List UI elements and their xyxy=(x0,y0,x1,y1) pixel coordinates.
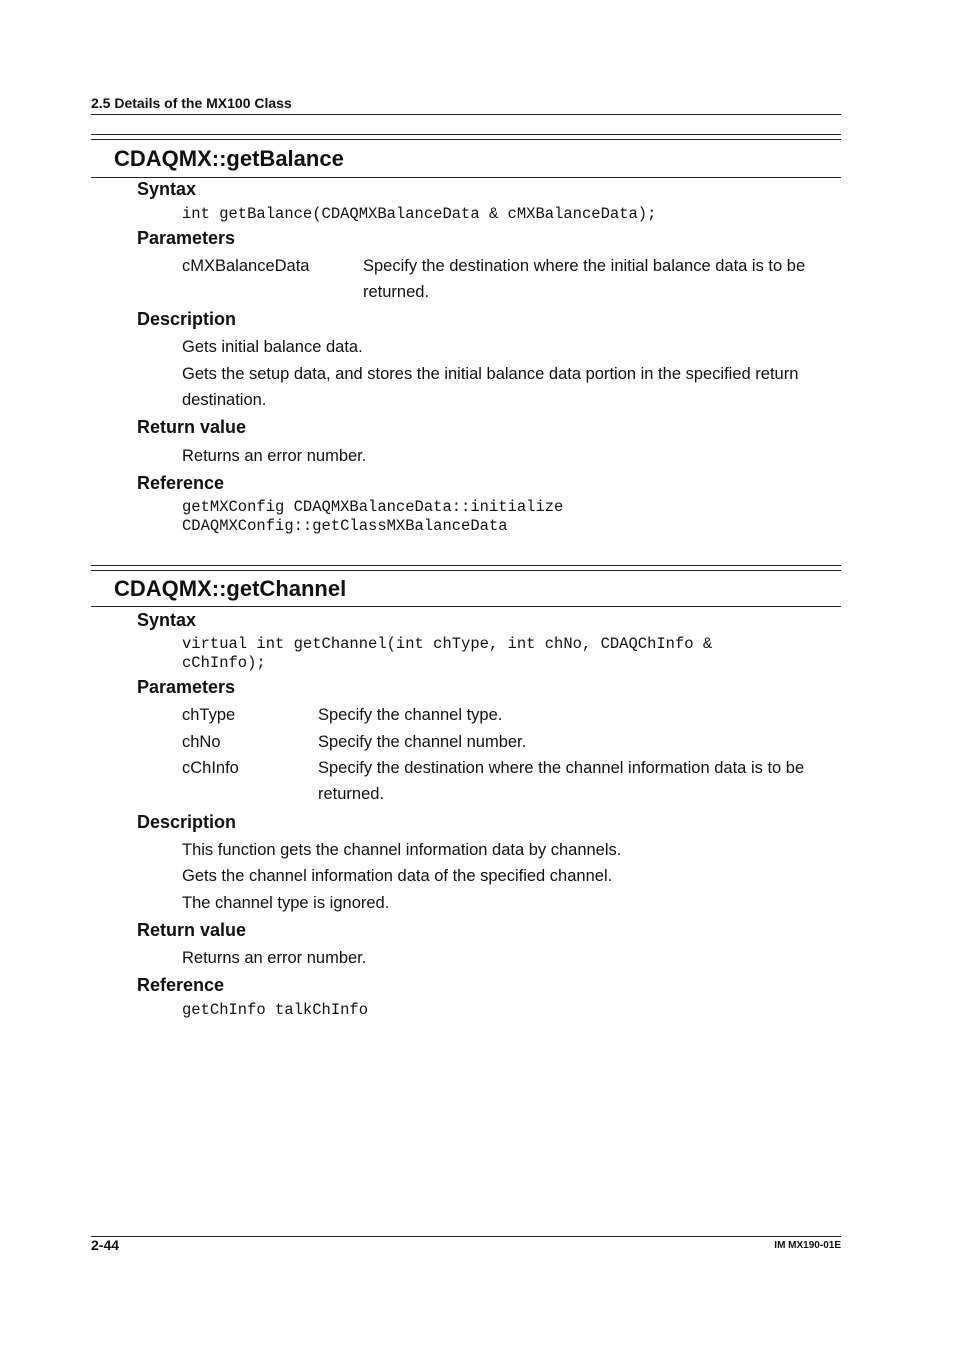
return-text: Returns an error number. xyxy=(182,447,367,465)
section-title: CDAQMX::getBalance xyxy=(114,146,344,171)
description-text: Gets the channel information data of the specified channel. xyxy=(182,867,613,885)
return-heading: Return value xyxy=(137,417,247,437)
section-rule-top xyxy=(91,139,841,140)
parameters-heading: Parameters xyxy=(137,677,236,697)
description-text: The channel type is ignored. xyxy=(182,894,390,912)
section-rule-top xyxy=(91,134,841,135)
reference-code: CDAQMXConfig::getClassMXBalanceData xyxy=(182,517,508,535)
reference-heading: Reference xyxy=(137,473,225,493)
syntax-code: cChInfo); xyxy=(182,654,266,672)
footer-rule xyxy=(91,1236,841,1237)
syntax-heading: Syntax xyxy=(137,610,197,630)
header-rule xyxy=(91,114,841,115)
parameters-heading: Parameters xyxy=(137,228,236,248)
param-desc: Specify the channel number. xyxy=(318,733,527,751)
section-rule-top xyxy=(91,570,841,571)
description-text: This function gets the channel information data by channels. xyxy=(182,841,622,859)
reference-code: getChInfo talkChInfo xyxy=(182,1001,369,1019)
param-desc: Specify the channel type. xyxy=(318,706,503,724)
param-name: chNo xyxy=(182,733,221,751)
section-rule-top xyxy=(91,565,841,566)
syntax-code: virtual int getChannel(int chType, int chNo, CDAQChInfo & xyxy=(182,635,713,653)
description-heading: Description xyxy=(137,812,237,832)
document-id: IM MX190-01E xyxy=(774,1240,841,1251)
param-name: cChInfo xyxy=(182,759,239,777)
param-name: chType xyxy=(182,706,236,724)
running-header: 2.5 Details of the MX100 Class xyxy=(91,95,292,111)
reference-heading: Reference xyxy=(137,975,225,995)
return-text: Returns an error number. xyxy=(182,949,367,967)
param-desc: Specify the destination where the channel information data is to be returned. xyxy=(318,759,805,803)
page-number: 2-44 xyxy=(91,1237,120,1253)
reference-code: getMXConfig CDAQMXBalanceData::initialize xyxy=(182,498,564,516)
description-text: Gets the setup data, and stores the initial balance data portion in the specified return destination. xyxy=(182,365,799,409)
return-heading: Return value xyxy=(137,920,247,940)
param-name: cMXBalanceData xyxy=(182,257,310,275)
param-desc: Specify the destination where the initial balance data is to be returned. xyxy=(363,257,806,301)
syntax-heading: Syntax xyxy=(137,179,197,199)
section-title: CDAQMX::getChannel xyxy=(114,576,347,601)
description-text: Gets initial balance data. xyxy=(182,338,363,356)
section-rule-bottom xyxy=(91,606,841,607)
syntax-code: int getBalance(CDAQMXBalanceData & cMXBalanceData); xyxy=(182,205,657,223)
description-heading: Description xyxy=(137,309,237,329)
section-rule-bottom xyxy=(91,177,841,178)
